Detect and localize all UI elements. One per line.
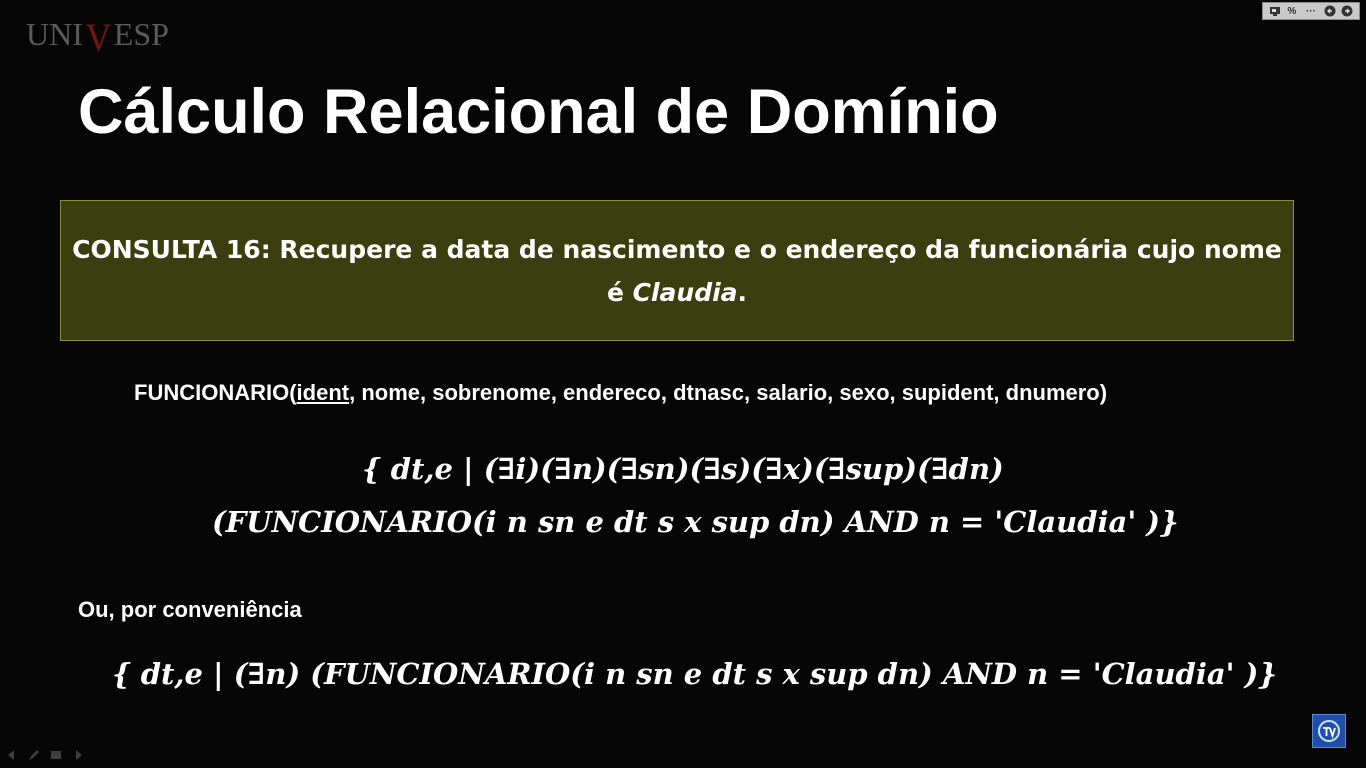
more-label: ··· bbox=[1305, 5, 1316, 17]
more-icon[interactable] bbox=[1303, 5, 1319, 17]
query-name: Claudia bbox=[632, 277, 738, 307]
query-box bbox=[60, 200, 1294, 341]
prev-arrow-icon[interactable] bbox=[1324, 5, 1336, 17]
back-arrow-icon[interactable] bbox=[4, 748, 20, 762]
tv-logo-icon bbox=[1312, 714, 1346, 748]
percent-icon[interactable] bbox=[1286, 5, 1298, 17]
query-text bbox=[61, 228, 1293, 314]
or-label: Ou, por conveniência bbox=[78, 597, 302, 622]
monitor-icon[interactable] bbox=[1269, 5, 1281, 17]
percent-label: % bbox=[1287, 5, 1297, 17]
schema-key: ident bbox=[296, 380, 350, 405]
formula-short: { dt,e | (∃n) (FUNCIONARIO(i n sn e dt s x sup dn) AND n = 'Claudia' )} bbox=[112, 657, 1277, 691]
formula-line-1: { dt,e | (∃i)(∃n)(∃sn)(∃s)(∃x)(∃sup)(∃dn) bbox=[362, 452, 1004, 486]
logo-text-pre: UNI bbox=[26, 16, 83, 52]
forward-arrow-icon[interactable] bbox=[70, 748, 86, 762]
logo-text-v: V bbox=[85, 15, 112, 60]
schema-rest: , nome, sobrenome, endereco, dtnasc, salario, sexo, supident, dnumero) bbox=[349, 380, 1108, 405]
relation-schema bbox=[134, 380, 1107, 406]
query-suffix: . bbox=[737, 277, 748, 307]
menu-icon[interactable] bbox=[48, 748, 64, 762]
univesp-logo bbox=[26, 16, 169, 61]
formula-line-2: (FUNCIONARIO(i n sn e dt s x sup dn) AND n = 'Claudia' )} bbox=[212, 505, 1179, 539]
next-arrow-icon[interactable] bbox=[1341, 5, 1353, 17]
player-toolbar bbox=[1262, 2, 1360, 20]
query-prefix: CONSULTA 16: Recupere a data de nascimento e o endereço da funcionária cujo nome é bbox=[72, 234, 1282, 307]
logo-text-post: ESP bbox=[113, 16, 169, 52]
slide-title: Cálculo Relacional de Domínio bbox=[78, 77, 999, 147]
pen-icon[interactable] bbox=[26, 748, 42, 762]
slide-controls bbox=[4, 748, 86, 762]
schema-relation: FUNCIONARIO( bbox=[134, 380, 297, 405]
